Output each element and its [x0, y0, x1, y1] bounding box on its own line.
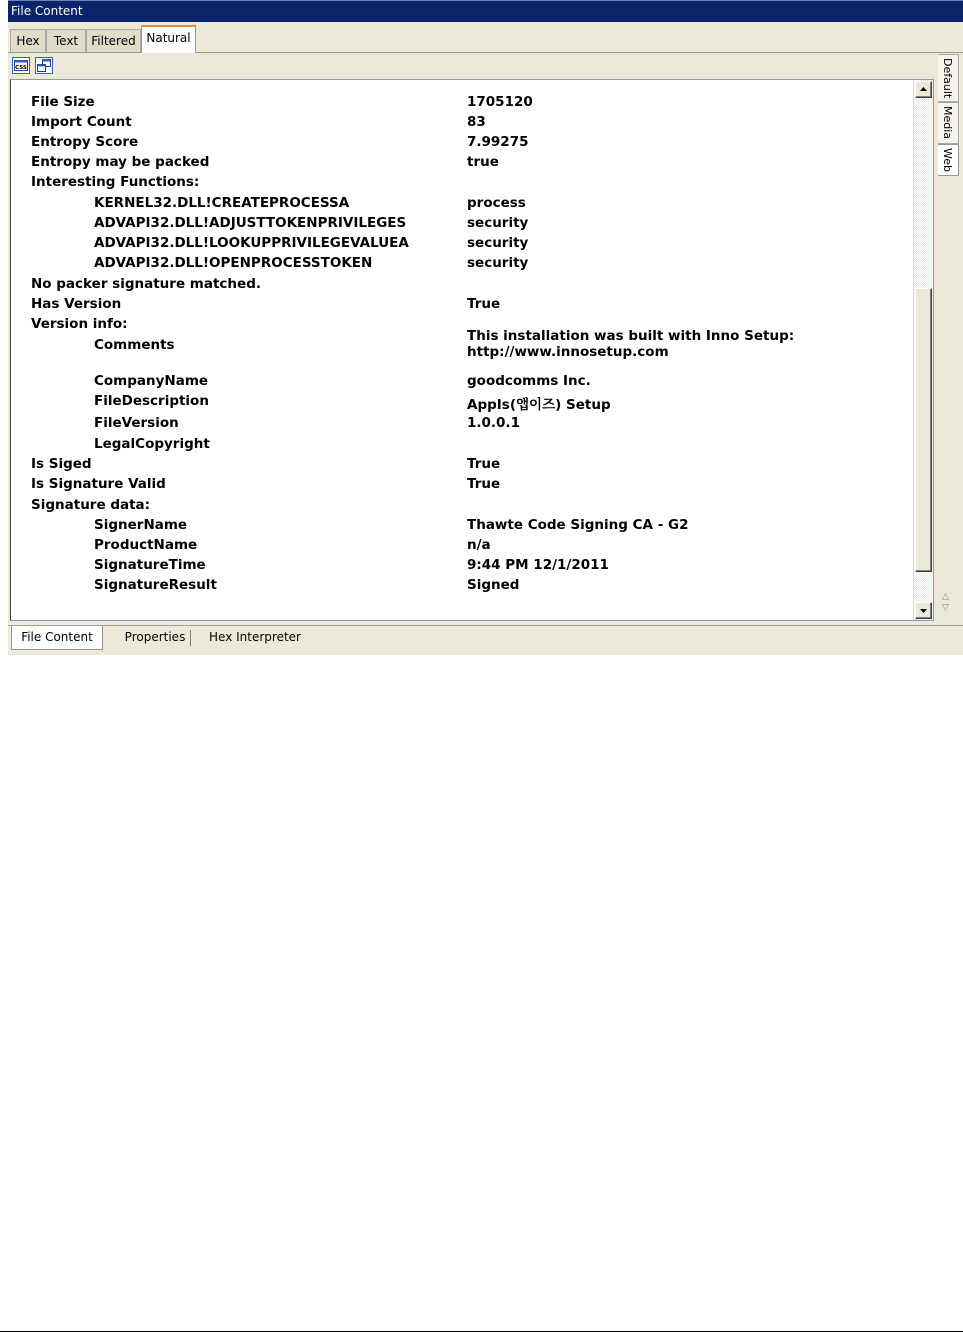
- tab-text[interactable]: Text: [46, 29, 86, 52]
- property-row: [11, 393, 908, 413]
- natural-view-content: [11, 80, 908, 620]
- css-icon[interactable]: [12, 57, 30, 74]
- property-key: File Size: [31, 94, 95, 110]
- page-bottom-rule: [0, 1331, 963, 1332]
- property-key: KERNEL32.DLL!CREATEPROCESSA: [94, 195, 350, 211]
- property-value: True: [467, 296, 501, 312]
- arrow-up-icon: [916, 82, 931, 97]
- property-row: [11, 415, 908, 435]
- property-row: [11, 436, 908, 456]
- property-row: [11, 174, 908, 194]
- property-key: ADVAPI32.DLL!OPENPROCESSTOKEN: [94, 255, 373, 271]
- property-key: ADVAPI32.DLL!LOOKUPPRIVILEGEVALUEA: [94, 235, 409, 251]
- property-key: Entropy Score: [31, 134, 139, 150]
- property-value: 9:44 PM 12/1/2011: [467, 557, 609, 573]
- property-row: [11, 114, 908, 134]
- window-title: File Content: [8, 0, 963, 22]
- property-row: [11, 154, 908, 174]
- property-value: security: [467, 235, 529, 251]
- property-key: SignatureResult: [94, 577, 217, 593]
- property-key: Is Siged: [31, 456, 92, 472]
- property-key: SignatureTime: [94, 557, 206, 573]
- tab-separator: [190, 630, 191, 646]
- property-key: ADVAPI32.DLL!ADJUSTTOKENPRIVILEGES: [94, 215, 407, 231]
- side-tab-strip: [935, 54, 963, 622]
- property-key: LegalCopyright: [94, 436, 210, 452]
- property-key: Interesting Functions:: [31, 174, 200, 190]
- property-key: SignerName: [94, 517, 188, 533]
- property-row: [11, 328, 908, 360]
- bottom-tab-strip: [8, 625, 963, 655]
- property-key: Version info:: [31, 316, 128, 332]
- side-scroll-down-icon[interactable]: ▽: [942, 603, 949, 613]
- property-key: FileDescription: [94, 393, 209, 409]
- file-content-panel: [8, 0, 963, 655]
- property-key: FileVersion: [94, 415, 179, 431]
- natural-view-frame: [10, 79, 934, 621]
- view-tab-strip: [8, 22, 963, 53]
- side-tab-media[interactable]: Media: [938, 102, 959, 144]
- side-scroll-up-icon[interactable]: △: [942, 592, 949, 602]
- scrollbar-thumb[interactable]: [915, 288, 932, 572]
- property-key: Comments: [94, 337, 175, 353]
- property-value: 7.99275: [467, 134, 529, 150]
- property-row: [11, 235, 908, 255]
- property-value: security: [467, 215, 529, 231]
- property-key: Signature data:: [31, 497, 151, 513]
- scroll-down-button[interactable]: [915, 602, 932, 619]
- property-value: 1.0.0.1: [467, 415, 520, 431]
- property-key: Entropy may be packed: [31, 154, 210, 170]
- css-icon-label: CSS: [15, 65, 27, 71]
- tab-natural[interactable]: Natural: [141, 25, 196, 53]
- property-key: No packer signature matched.: [31, 276, 261, 292]
- property-row: [11, 456, 908, 476]
- property-value: 1705120: [467, 94, 533, 110]
- property-row: [11, 215, 908, 235]
- property-value: AppIs(앱이즈) Setup: [467, 397, 611, 413]
- property-value: This installation was built with Inno Setup:: [467, 328, 795, 344]
- property-row: [11, 577, 908, 597]
- property-value-continued: http://www.innosetup.com: [467, 344, 669, 360]
- property-row: [11, 134, 908, 154]
- property-row: [11, 373, 908, 393]
- property-value: n/a: [467, 537, 491, 553]
- side-scroll-arrows[interactable]: [942, 592, 949, 614]
- property-key: Import Count: [31, 114, 132, 130]
- property-row: [11, 476, 908, 496]
- property-value: True: [467, 476, 501, 492]
- property-row: [11, 255, 908, 275]
- scroll-up-button[interactable]: [915, 81, 932, 98]
- content-toolbar: [8, 54, 934, 78]
- tab-file-content[interactable]: File Content: [11, 626, 103, 650]
- property-value: True: [467, 456, 501, 472]
- property-value: true: [467, 154, 499, 170]
- property-row: [11, 276, 908, 296]
- tab-properties[interactable]: Properties: [124, 630, 186, 644]
- property-row: [11, 195, 908, 215]
- property-row: [11, 557, 908, 577]
- property-key: Has Version: [31, 296, 122, 312]
- property-row: [11, 296, 908, 316]
- property-row: [11, 94, 908, 114]
- property-key: ProductName: [94, 537, 198, 553]
- tab-hex-interpreter[interactable]: Hex Interpreter: [209, 630, 301, 644]
- property-value: process: [467, 195, 526, 211]
- property-row: [11, 537, 908, 557]
- tab-filtered[interactable]: Filtered: [86, 29, 141, 52]
- property-value: goodcomms Inc.: [467, 373, 591, 389]
- property-value: Signed: [467, 577, 520, 593]
- side-tab-default[interactable]: Default: [938, 54, 959, 102]
- property-value: security: [467, 255, 529, 271]
- vertical-scrollbar[interactable]: [913, 80, 933, 620]
- property-row: [11, 517, 908, 537]
- property-row: [11, 497, 908, 517]
- tab-hex[interactable]: Hex: [10, 29, 46, 52]
- property-key: CompanyName: [94, 373, 209, 389]
- property-value: Thawte Code Signing CA - G2: [467, 517, 689, 533]
- property-key: Is Signature Valid: [31, 476, 166, 492]
- property-value: 83: [467, 114, 486, 130]
- arrow-down-icon: [916, 603, 931, 618]
- new-window-icon[interactable]: [35, 57, 53, 74]
- side-tab-web[interactable]: Web: [938, 144, 959, 176]
